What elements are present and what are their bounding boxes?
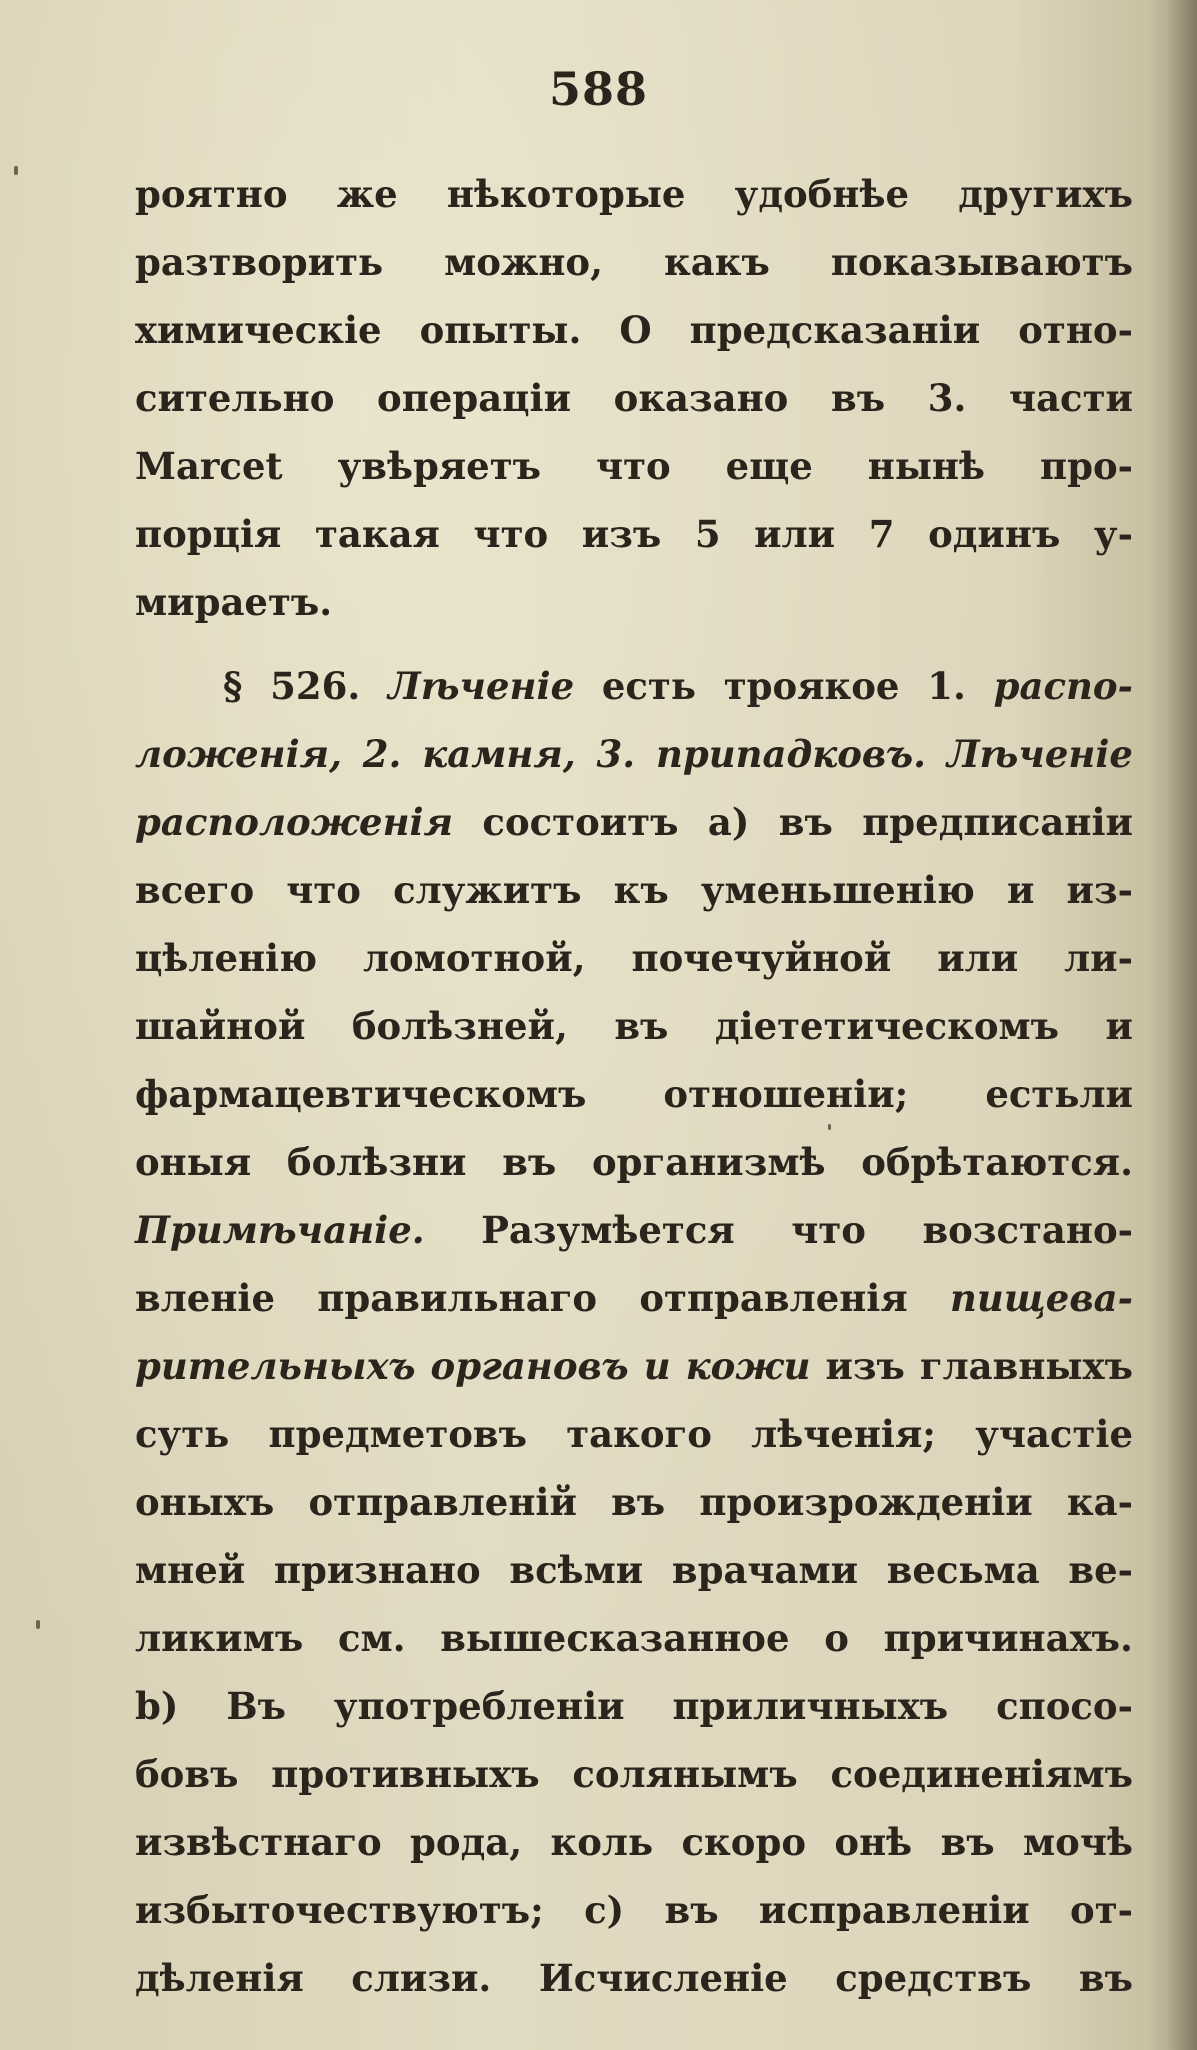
word: 7: [868, 512, 895, 556]
word: онѣ: [834, 1820, 913, 1864]
word: весьма: [886, 1548, 1040, 1592]
text-line: [135, 1876, 1133, 1944]
word: въ: [778, 800, 833, 844]
word: удобнѣе: [734, 172, 909, 216]
word: оныя: [135, 1140, 252, 1184]
word: фармацевтическомъ: [135, 1072, 587, 1116]
word: предметовъ: [268, 1412, 528, 1456]
word: рода,: [410, 1820, 523, 1864]
word: причинахъ.: [883, 1616, 1133, 1660]
word: мней: [135, 1548, 246, 1592]
word: избыточествуютъ;: [135, 1888, 544, 1932]
text-line: [135, 1944, 1133, 2012]
word: участіе: [975, 1412, 1133, 1456]
word: из-: [1066, 868, 1133, 912]
word: въ: [502, 1140, 557, 1184]
word: 526.: [270, 664, 361, 708]
word: къ: [613, 868, 669, 912]
word: обрѣтаются.: [861, 1140, 1133, 1184]
word: изъ: [581, 512, 662, 556]
word: естьли: [985, 1072, 1133, 1116]
word: употребленіи: [333, 1684, 625, 1728]
word: и: [643, 1344, 671, 1388]
word: вышесказанное: [440, 1616, 790, 1660]
word: или: [754, 512, 836, 556]
text-line: [135, 160, 1133, 228]
page-edge-shadow: [1167, 0, 1197, 2050]
word: главныхъ: [919, 1344, 1133, 1388]
word: 5: [694, 512, 721, 556]
word: возстано-: [922, 1208, 1133, 1252]
word: средствъ: [835, 1956, 1032, 2000]
text-line: [135, 228, 1133, 296]
word: произрожденіи: [699, 1480, 1033, 1524]
word: ве-: [1068, 1548, 1133, 1592]
word: троякое: [723, 664, 900, 708]
word: уменьшенію: [700, 868, 975, 912]
word: врачами: [671, 1548, 859, 1592]
word: 2.: [362, 732, 402, 776]
word: въ: [1078, 1956, 1133, 2000]
word: а): [707, 800, 750, 844]
word: нѣкоторые: [446, 172, 686, 216]
word: шайной: [135, 1004, 306, 1048]
page-number: 588: [548, 62, 649, 116]
word: с): [584, 1888, 625, 1932]
word: ломотной,: [362, 936, 586, 980]
word: исправленіи: [758, 1888, 1030, 1932]
word: можно,: [444, 240, 603, 284]
word: ли-: [1064, 936, 1133, 980]
text-line: [135, 1060, 1133, 1128]
word: Разумѣется: [481, 1208, 735, 1252]
word: какъ: [664, 240, 770, 284]
word: цѣленію: [135, 936, 318, 980]
text-line: [135, 432, 1133, 500]
paper-speck: [14, 166, 18, 175]
word: о: [824, 1616, 849, 1660]
word: коль: [550, 1820, 654, 1864]
word: операціи: [377, 376, 572, 420]
word: органовъ: [430, 1344, 629, 1388]
word: одинъ: [928, 512, 1061, 556]
word: мираетъ.: [135, 580, 333, 624]
word: разтворить: [135, 240, 384, 284]
word: болѣзней,: [351, 1004, 568, 1048]
text-line: [135, 1264, 1133, 1332]
text-line: [135, 992, 1133, 1060]
word: распо-: [993, 664, 1133, 708]
word: Примѣчаніе.: [135, 1208, 425, 1252]
text-line: [135, 1808, 1133, 1876]
word: суть: [135, 1412, 230, 1456]
text-line: [135, 1672, 1133, 1740]
word: камня,: [422, 732, 576, 776]
word: отношеніи;: [663, 1072, 909, 1116]
text-line: [135, 568, 1133, 636]
word: увѣряетъ: [337, 444, 542, 488]
word: кожи: [685, 1344, 811, 1388]
word: спосо-: [996, 1684, 1133, 1728]
word: или: [937, 936, 1019, 980]
word: что: [791, 1208, 866, 1252]
word: предсказаніи: [689, 308, 981, 352]
word: Лѣченіе: [387, 664, 575, 708]
word: же: [336, 172, 398, 216]
text-line: [135, 720, 1133, 788]
word: части: [1008, 376, 1133, 420]
word: 1.: [927, 664, 966, 708]
word: дѣленія: [135, 1956, 304, 2000]
word: противныхъ: [271, 1752, 540, 1796]
word: отправленій: [308, 1480, 577, 1524]
text-line: [135, 924, 1133, 992]
word: Въ: [226, 1684, 286, 1728]
word: другихъ: [958, 172, 1133, 216]
word: см.: [337, 1616, 406, 1660]
word: Исчисленіе: [538, 1956, 788, 2000]
word: пищева-: [950, 1276, 1133, 1320]
word: въ: [831, 376, 886, 420]
word: всѣми: [509, 1548, 644, 1592]
word: состоитъ: [482, 800, 679, 844]
text-line: [135, 652, 1133, 720]
word: и: [1006, 868, 1035, 912]
word: ложенія,: [135, 732, 342, 776]
word: діететическомъ: [714, 1004, 1060, 1048]
word: от-: [1070, 1888, 1133, 1932]
word: О: [619, 308, 652, 352]
word: отно-: [1018, 308, 1133, 352]
word: предписаніи: [862, 800, 1133, 844]
word: отправленія: [639, 1276, 908, 1320]
word: почечуйной: [631, 936, 892, 980]
word: рительныхъ: [135, 1344, 416, 1388]
word: приличныхъ: [672, 1684, 949, 1728]
word: что: [596, 444, 671, 488]
word: что: [286, 868, 361, 912]
word: химическіе: [135, 308, 382, 352]
text-line: [135, 788, 1133, 856]
word: есть: [601, 664, 696, 708]
word: оказано: [613, 376, 789, 420]
word: правильнаго: [317, 1276, 598, 1320]
word: организмѣ: [592, 1140, 826, 1184]
word: скоро: [681, 1820, 806, 1864]
word: припадковъ.: [655, 732, 927, 776]
word: въ: [614, 1004, 669, 1048]
text-line: [135, 500, 1133, 568]
word: въ: [611, 1480, 666, 1524]
word: бовъ: [135, 1752, 239, 1796]
word: про-: [1040, 444, 1133, 488]
word: 3.: [596, 732, 636, 776]
word: всего: [135, 868, 255, 912]
word: у-: [1093, 512, 1133, 556]
word: извѣстнаго: [135, 1820, 382, 1864]
word: нынѣ: [867, 444, 986, 488]
word: въ: [664, 1888, 719, 1932]
word: мочѣ: [1023, 1820, 1133, 1864]
text-line: [135, 1400, 1133, 1468]
paper-speck: [828, 1124, 831, 1130]
text-line: [135, 856, 1133, 924]
word: солянымъ: [572, 1752, 798, 1796]
text-line: [135, 1536, 1133, 1604]
word: оныхъ: [135, 1480, 275, 1524]
word: признано: [273, 1548, 481, 1592]
text-line: [135, 1332, 1133, 1400]
word: §: [223, 664, 243, 708]
text-line: [135, 1468, 1133, 1536]
word: болѣзни: [286, 1140, 467, 1184]
word: такая: [314, 512, 440, 556]
word: ка-: [1066, 1480, 1133, 1524]
word: вленіе: [135, 1276, 276, 1320]
word: показываютъ: [830, 240, 1133, 284]
word: служитъ: [393, 868, 582, 912]
text-line: [135, 1740, 1133, 1808]
word: что: [473, 512, 549, 556]
text-line: [135, 364, 1133, 432]
body-text: [135, 160, 1133, 2012]
word: ликимъ: [135, 1616, 304, 1660]
word: Marcet: [135, 444, 283, 488]
word: Лѣченіе: [946, 732, 1133, 776]
text-line: [135, 296, 1133, 364]
word: и: [1105, 1004, 1133, 1048]
word: лѣченія;: [751, 1412, 936, 1456]
word: слизи.: [351, 1956, 492, 2000]
word: порція: [135, 512, 282, 556]
word: соединеніямъ: [830, 1752, 1133, 1796]
word: расположенія: [135, 800, 454, 844]
word: b): [135, 1684, 179, 1728]
word: опыты.: [419, 308, 582, 352]
text-line: [135, 1604, 1133, 1672]
word: 3.: [927, 376, 967, 420]
text-line: [135, 1128, 1133, 1196]
word: въ: [940, 1820, 995, 1864]
word: сительно: [135, 376, 335, 420]
word: такого: [566, 1412, 712, 1456]
paper-speck: [36, 1620, 40, 1629]
word: еще: [725, 444, 813, 488]
word: изъ: [825, 1344, 905, 1388]
text-line: [135, 1196, 1133, 1264]
word: роятно: [135, 172, 288, 216]
